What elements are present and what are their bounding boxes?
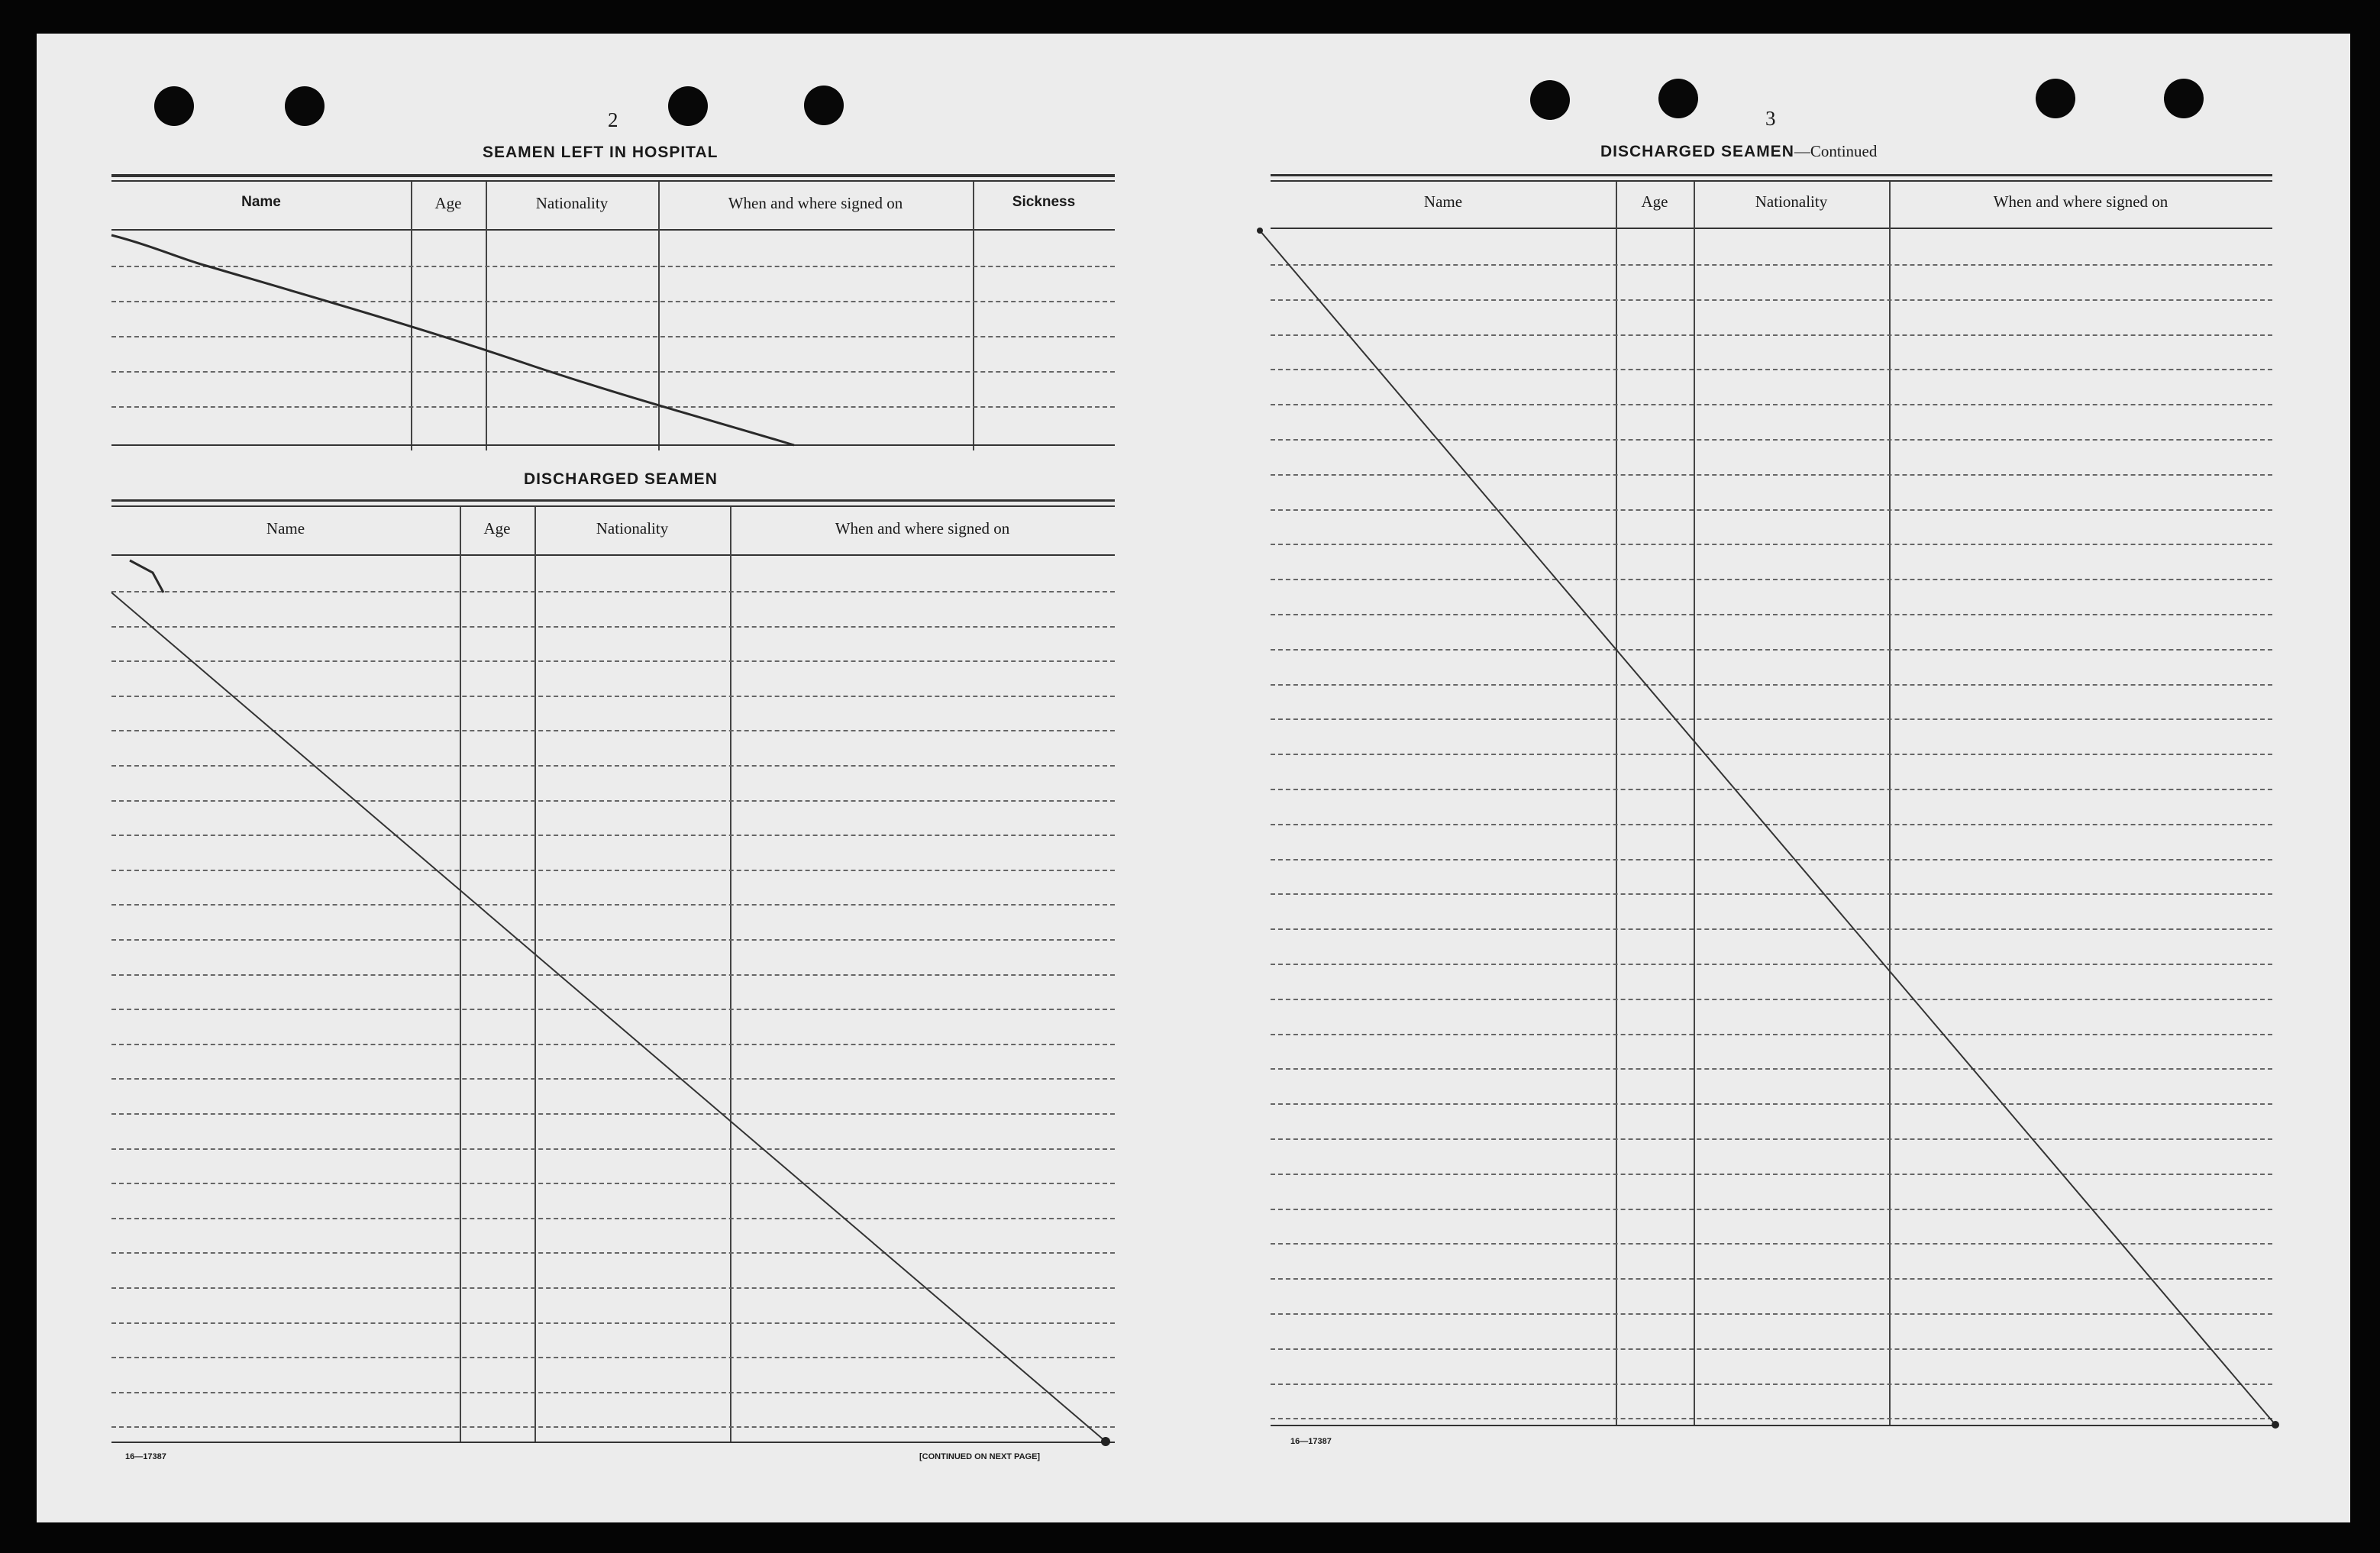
- column-header-nationality: Nationality: [535, 194, 609, 212]
- form-number: 16—17387: [125, 1452, 166, 1461]
- discharged-strike-line: [111, 592, 1106, 1442]
- column-header-nationality: Nationality: [596, 519, 669, 538]
- strike-end-dot: [1101, 1437, 1110, 1446]
- column-header-when-where: When and where signed on: [835, 519, 1010, 538]
- page-number: 2: [608, 108, 618, 131]
- column-header-when-where: When and where signed on: [1993, 192, 2168, 211]
- column-header-when-where: When and where signed on: [728, 194, 903, 212]
- form-number: 16—17387: [1290, 1437, 1332, 1446]
- continued-suffix: —Continued: [1794, 142, 1878, 160]
- column-header-age: Age: [483, 519, 511, 538]
- strike-start-dot: [1257, 228, 1263, 234]
- column-header-age: Age: [1641, 192, 1668, 211]
- column-header-name: Name: [241, 194, 281, 210]
- discharged-tick-mark: [130, 560, 163, 592]
- column-header-nationality: Nationality: [1755, 192, 1828, 211]
- strike-end-dot: [2272, 1421, 2279, 1429]
- page-number: 3: [1765, 107, 1776, 130]
- section-title: DISCHARGED SEAMEN: [1600, 143, 1794, 160]
- hospital-section-title: SEAMEN LEFT IN HOSPITAL: [483, 144, 719, 161]
- column-header-sickness: Sickness: [1012, 194, 1076, 210]
- continued-strike-line: [1260, 231, 2275, 1425]
- hospital-strike-line: [111, 235, 794, 445]
- column-header-age: Age: [434, 194, 462, 212]
- continued-note: [CONTINUED ON NEXT PAGE]: [919, 1452, 1041, 1461]
- column-header-name: Name: [1423, 192, 1463, 211]
- column-header-name: Name: [266, 519, 305, 538]
- discharged-section-title: DISCHARGED SEAMEN: [524, 470, 718, 488]
